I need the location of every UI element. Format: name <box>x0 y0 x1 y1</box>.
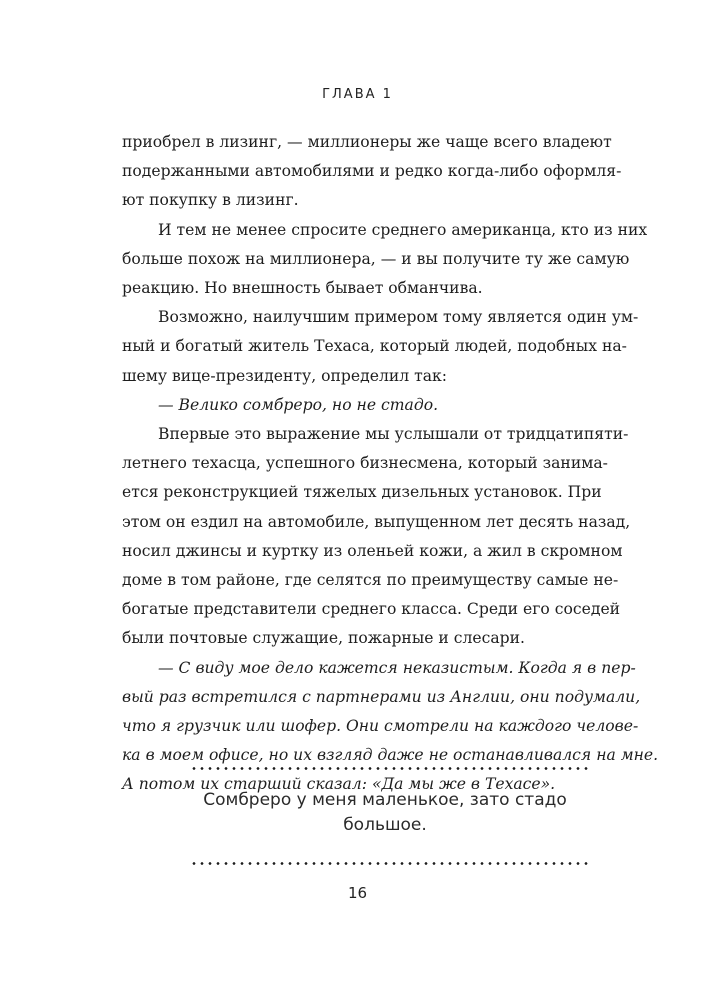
text-line: летнего техасца, успешного бизнесмена, который занима- <box>122 454 608 473</box>
text-line: богатые представители среднего класса. Среди его соседей <box>122 600 621 619</box>
text-line: реакцию. Но внешность бывает обманчива. <box>122 279 483 298</box>
pull-quote-line: Сомбреро у меня маленькое, зато стадо <box>203 790 567 810</box>
text-line: ют покупку в лизинг. <box>122 191 299 210</box>
text-line: Впервые это выражение мы услышали от тридцатипяти- <box>158 425 629 444</box>
text-line: этом он ездил на автомобиле, выпущенном лет десять назад, <box>122 512 631 531</box>
text-line: ка в моем офисе, но их взгляд даже не останавливался на мне. <box>122 746 659 765</box>
text-line: ется реконструкцией тяжелых дизельных установок. При <box>122 483 602 502</box>
text-line: приобрел в лизинг, — миллионеры же чаще всего владеют <box>122 133 612 151</box>
pull-quote <box>150 788 620 838</box>
text-line: больше похож на миллионера, — и вы получите ту же самую <box>122 249 630 268</box>
text-line: — С виду мое дело кажется неказистым. Когда я в пер- <box>158 658 636 677</box>
text-line: что я грузчик или шофер. Они смотрели на каждого челове- <box>122 717 639 736</box>
text-line: доме в том районе, где селятся по преимуществу самые не- <box>122 571 619 590</box>
pull-quote-line: большое. <box>343 815 427 835</box>
text-line: носил джинсы и куртку из оленьей кожи, а жил в скромном <box>122 541 623 560</box>
text-line: вый раз встретился с партнерами из Англии, они подумали, <box>122 687 641 706</box>
text-line: шему вице-президенту, определил так: <box>122 366 448 385</box>
text-line: подержанными автомобилями и редко когда-либо оформля- <box>122 162 622 181</box>
running-head: ГЛАВА 1 <box>322 87 393 102</box>
page-number: 16 <box>347 884 368 902</box>
dotted-divider-bottom <box>190 862 590 865</box>
dotted-divider-top <box>190 767 590 770</box>
text-line: Возможно, наилучшим примером тому является один ум- <box>158 308 639 327</box>
text-line: — Велико сомбреро, но не стадо. <box>158 395 439 414</box>
text-line: были почтовые служащие, пожарные и слесари. <box>122 629 526 648</box>
text-line: А потом их старший сказал: «Да мы же в Техасе». <box>122 775 556 794</box>
body-text <box>122 128 659 800</box>
text-line: И тем не менее спросите среднего американца, кто из них <box>158 220 648 239</box>
text-line: ный и богатый житель Техаса, который людей, подобных на- <box>122 337 627 356</box>
